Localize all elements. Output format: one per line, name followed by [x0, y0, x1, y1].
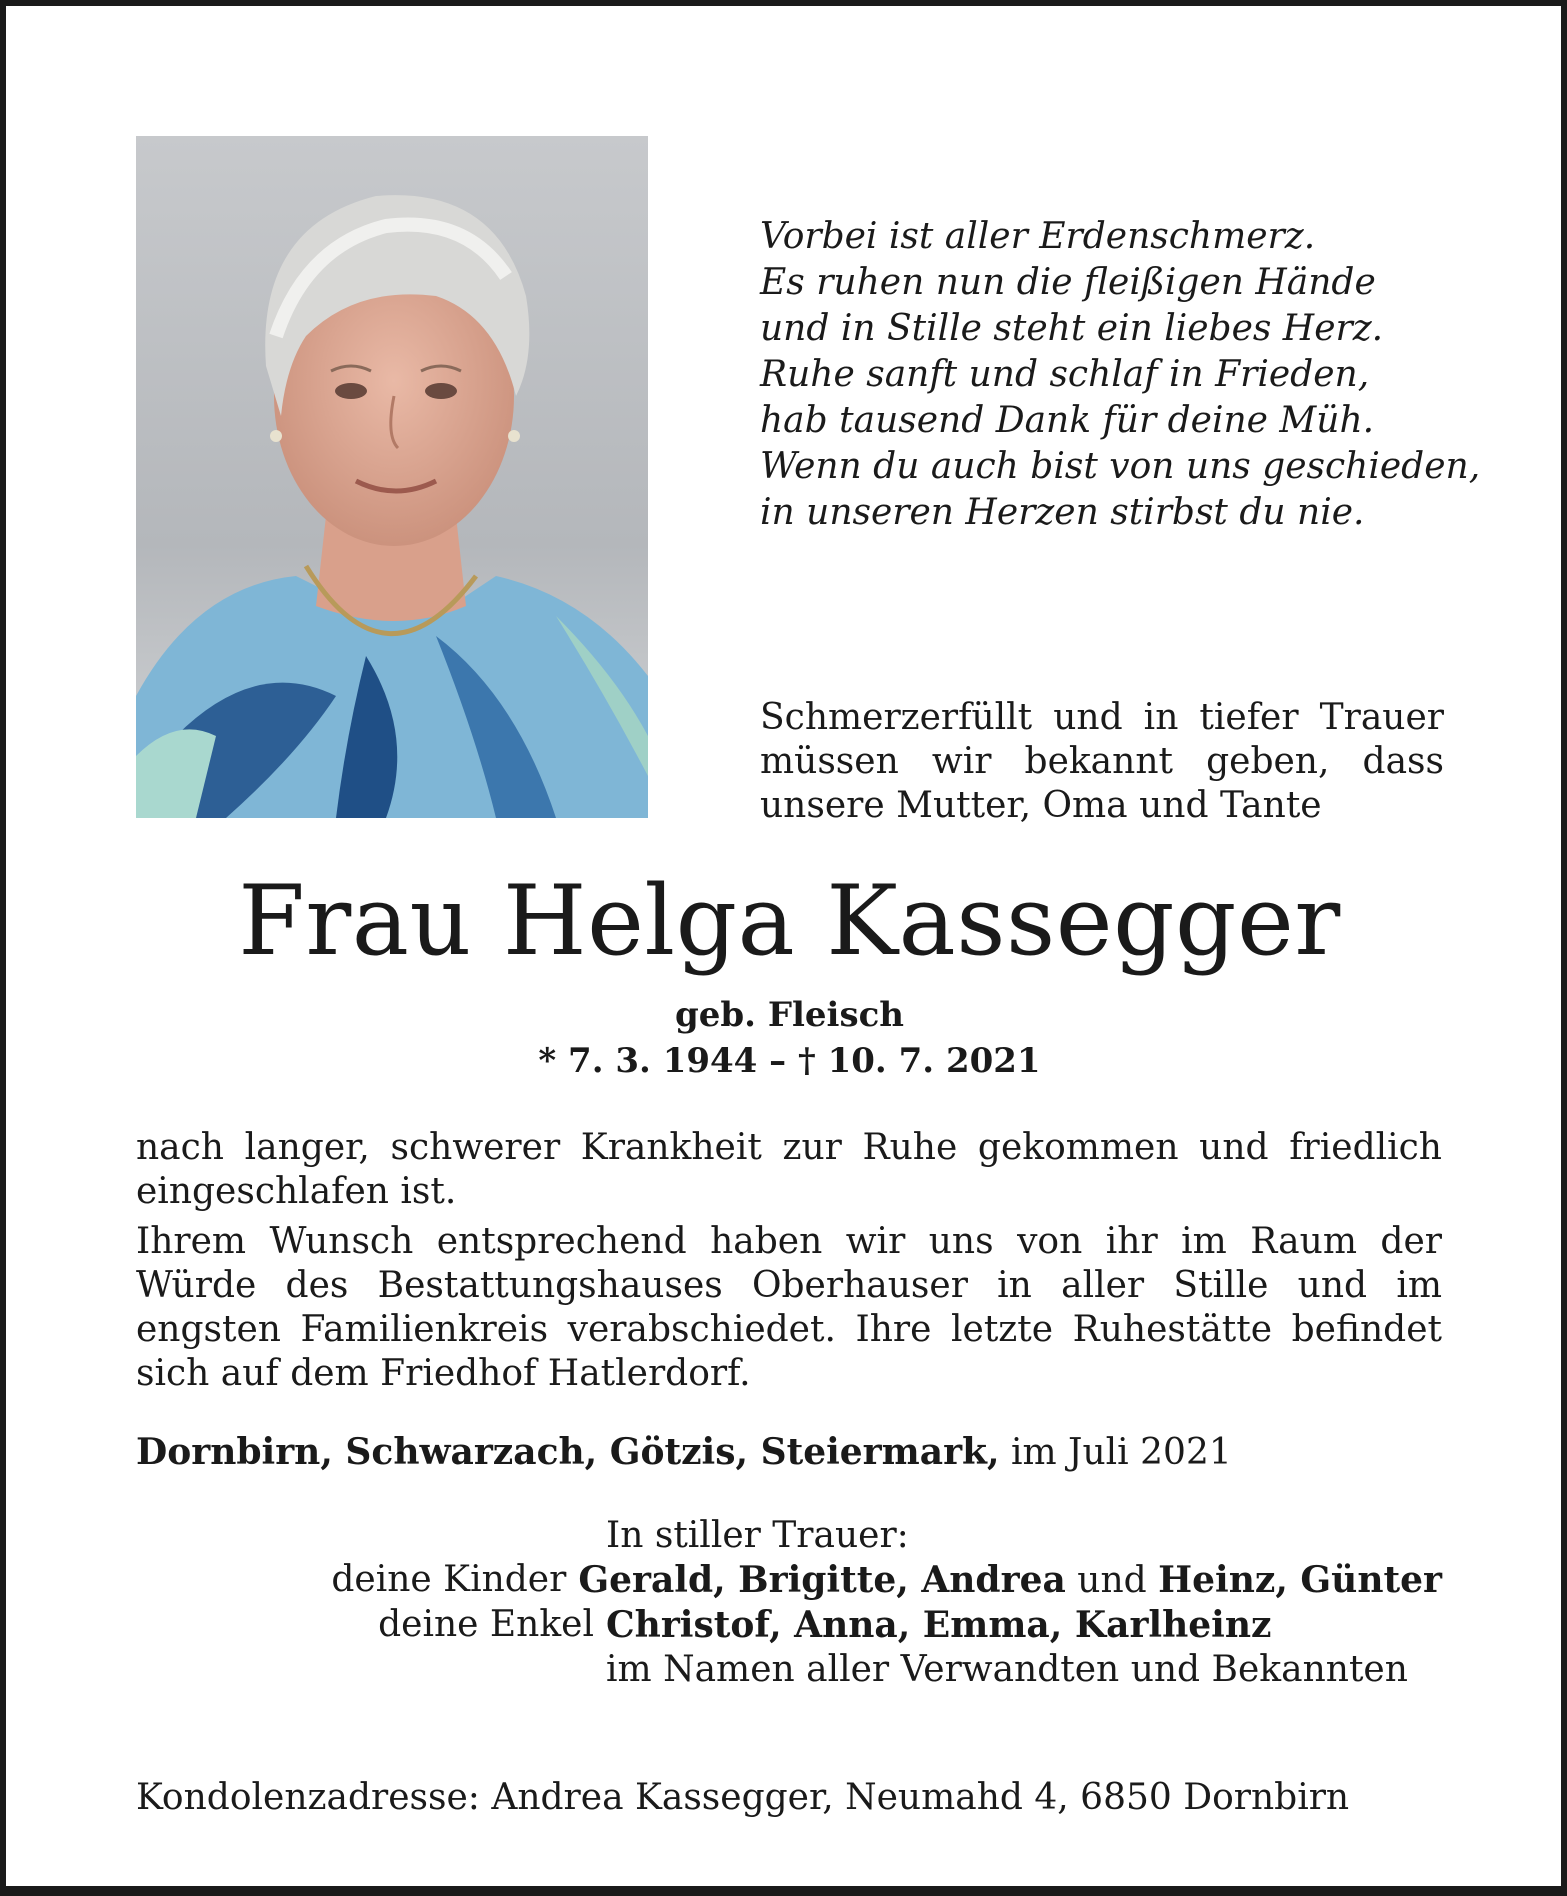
- mourners-closing: im Namen aller Verwandten und Bekannten: [606, 1649, 1408, 1690]
- place-date: im Juli 2021: [999, 1432, 1232, 1473]
- place-and-date: [136, 1430, 1442, 1475]
- announcement-intro: Schmerzerfüllt und in tiefer Trauer müssen wir bekannt geben, dass unsere Mutter, Oma und Tante: [760, 697, 1444, 826]
- poem-line: Ruhe sanft und schlaf in Frieden,: [760, 354, 1370, 395]
- mourners-heading: In stiller Trauer:: [606, 1515, 909, 1556]
- poem-line: Es ruhen nun die fleißigen Hände: [760, 262, 1376, 303]
- announcement-body: [136, 1126, 1442, 1402]
- deceased-name: Frau Helga Kassegger: [238, 865, 1341, 977]
- grandchildren-row: [136, 1603, 1442, 1648]
- poem-line: hab tausend Dank für deine Müh.: [760, 400, 1375, 441]
- place-towns: Dornbirn, Schwarzach, Götzis, Steiermark,: [136, 1431, 1000, 1473]
- condolence-address: Kondolenzadresse: Andrea Kassegger, Neumahd 4, 6850 Dornbirn: [136, 1777, 1350, 1818]
- children-names-2: Heinz, Günter: [1158, 1559, 1442, 1601]
- children-names: Gerald, Brigitte, Andrea: [578, 1559, 1066, 1601]
- grandchildren-label: deine Enkel: [378, 1604, 594, 1645]
- portrait-photo: [136, 136, 648, 818]
- mourners-block: [136, 1514, 1442, 1692]
- memorial-poem: [760, 214, 1520, 536]
- closing-row: [136, 1648, 1442, 1692]
- mourners-heading-row: [136, 1514, 1442, 1558]
- life-dates: * 7. 3. 1944 – † 10. 7. 2021: [538, 1041, 1041, 1081]
- body-paragraph: Ihrem Wunsch entsprechend haben wir uns von ihr im Raum der Würde des Bestattungshauses Oberhauser in aller Stille und im engsten Familienkreis verabschiedet. Ihre letzte Ruhestätte befindet sich auf dem Friedhof Hatlerdorf.: [136, 1221, 1442, 1394]
- maiden-name: geb. Fleisch: [674, 995, 905, 1035]
- body-paragraph: nach langer, schwerer Krankheit zur Ruhe gekommen und friedlich eingeschlafen ist.: [136, 1127, 1442, 1212]
- children-conjunction: und: [1065, 1560, 1159, 1601]
- children-row: [136, 1558, 1442, 1603]
- poem-line: Wenn du auch bist von uns geschieden,: [760, 446, 1481, 487]
- children-label: deine Kinder: [331, 1559, 567, 1600]
- poem-line: und in Stille steht ein liebes Herz.: [760, 308, 1384, 349]
- poem-line: in unseren Herzen stirbst du nie.: [760, 492, 1365, 533]
- grandchildren-names: Christof, Anna, Emma, Karlheinz: [606, 1604, 1272, 1646]
- poem-line: Vorbei ist aller Erdenschmerz.: [760, 216, 1316, 257]
